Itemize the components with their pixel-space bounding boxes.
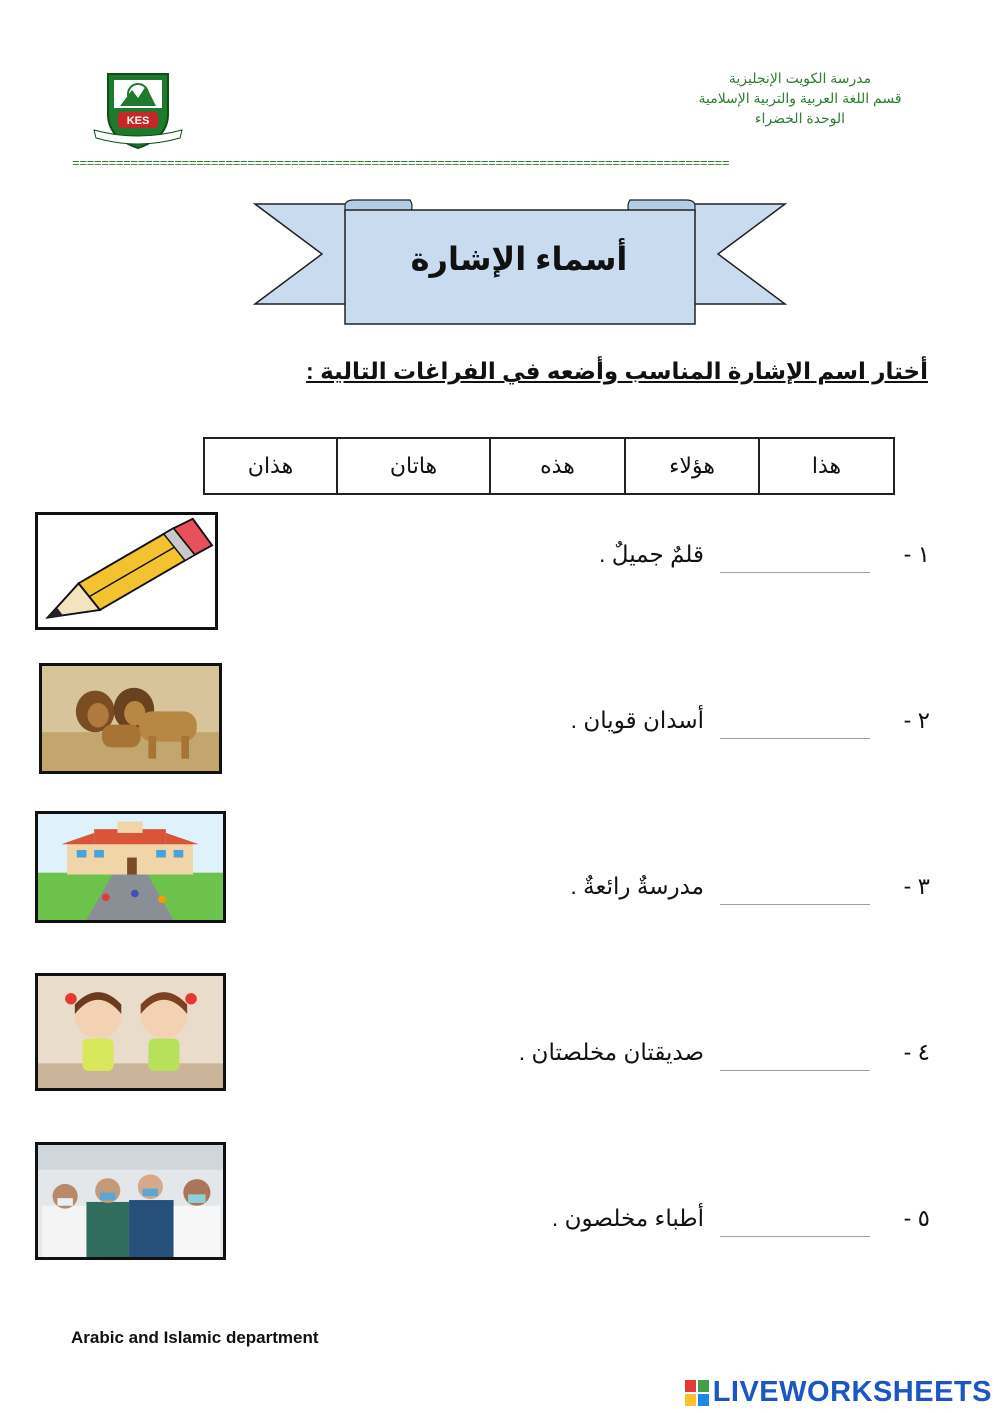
question-row bbox=[370, 866, 930, 906]
answer-blank[interactable] bbox=[720, 546, 870, 573]
question-text: صديقتان مخلصتان . bbox=[518, 1038, 704, 1065]
footer-department: Arabic and Islamic department bbox=[71, 1328, 319, 1347]
school-name: مدرسة الكويت الإنجليزية bbox=[728, 70, 872, 86]
question-text: مدرسةٌ رائعةٌ . bbox=[570, 872, 704, 899]
word-bank-item[interactable]: هذا bbox=[759, 438, 894, 494]
question-text: أطباء مخلصون . bbox=[551, 1204, 704, 1231]
unit-name: الوحدة الخضراء bbox=[754, 110, 846, 126]
school-logo bbox=[92, 68, 184, 152]
word-bank bbox=[203, 437, 895, 495]
word-bank-item[interactable]: هاتان bbox=[337, 438, 490, 494]
answer-blank[interactable] bbox=[720, 1044, 870, 1071]
doctors-image bbox=[35, 1142, 226, 1260]
question-number: ٢ - bbox=[903, 706, 930, 733]
question-row bbox=[370, 700, 930, 740]
word-bank-item[interactable]: هذان bbox=[204, 438, 337, 494]
logo-text: KES bbox=[126, 115, 150, 127]
answer-blank[interactable] bbox=[720, 1210, 870, 1237]
school-info bbox=[670, 68, 930, 128]
department-name: قسم اللغة العربية والتربية الإسلامية bbox=[698, 90, 902, 106]
page-title: أسماء الإشارة bbox=[410, 241, 628, 277]
question-number: ٥ - bbox=[903, 1204, 930, 1231]
question-number: ١ - bbox=[903, 540, 930, 567]
girls-image bbox=[35, 973, 226, 1091]
question-row bbox=[370, 1032, 930, 1072]
pencil-image bbox=[35, 512, 218, 630]
question-text: أسدان قويان . bbox=[570, 706, 704, 733]
answer-blank[interactable] bbox=[720, 878, 870, 905]
brand-name: LIVEWORKSHEETS bbox=[712, 1376, 992, 1408]
instruction-text: أختار اسم الإشارة المناسب وأضعه في الفراغات التالية : bbox=[306, 358, 928, 384]
question-row bbox=[370, 534, 930, 574]
question-number: ٤ - bbox=[903, 1038, 930, 1065]
word-bank-item[interactable]: هؤلاء bbox=[625, 438, 759, 494]
header-divider: ========================================================================================== bbox=[72, 156, 730, 171]
lions-image bbox=[39, 663, 222, 774]
word-bank-item[interactable]: هذه bbox=[490, 438, 625, 494]
question-row bbox=[370, 1198, 930, 1238]
question-text: قلمٌ جميلٌ . bbox=[599, 540, 704, 567]
answer-blank[interactable] bbox=[720, 712, 870, 739]
liveworksheets-logo-icon bbox=[685, 1380, 709, 1406]
question-number: ٣ - bbox=[903, 872, 930, 899]
school-image bbox=[35, 811, 226, 923]
liveworksheets-brand[interactable] bbox=[685, 1376, 992, 1409]
